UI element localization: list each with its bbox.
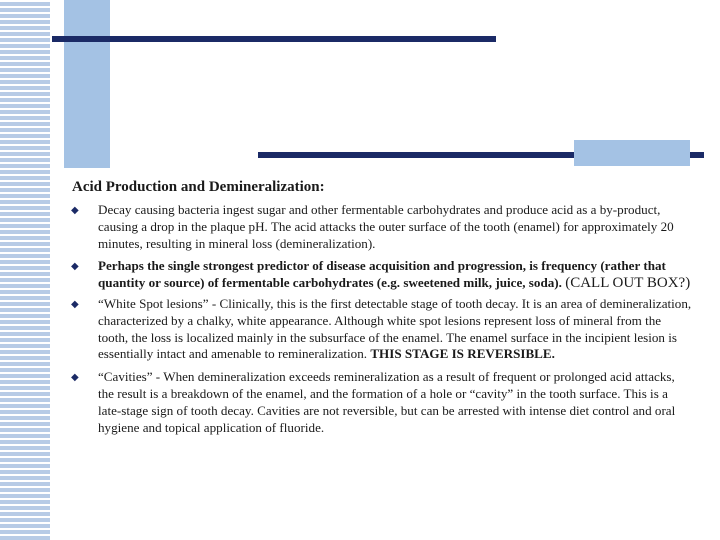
- bullet-item-frequency: [72, 258, 692, 292]
- bullet-list: [72, 202, 692, 436]
- decorative-stripes: [0, 0, 50, 540]
- bullet-text: “Cavities” - When demineralization exceeds remineralization as a result of frequent or prolonged acid attacks, the result is a breakdown of the enamel, and the formation of a hole or “cavity” in the tooth surface. This is a late-stage sign of tooth decay. Cavities are not reversible, but can be arrested with intense diet control and oral hygiene and topical application of fluoride.: [98, 369, 676, 435]
- slide-title: Acid Production and Demineralization:: [72, 179, 325, 195]
- reversible-emphasis: THIS STAGE IS REVERSIBLE.: [370, 346, 555, 362]
- callout-note: (CALL OUT BOX?): [565, 275, 691, 292]
- decorative-title-block: [574, 140, 690, 166]
- bullet-item-cavities: [72, 369, 692, 436]
- diamond-bullet-icon: ◆: [71, 372, 79, 384]
- diamond-bullet-icon: ◆: [71, 205, 79, 216]
- decorative-top-bar: [52, 36, 496, 42]
- bullet-text: Perhaps the single strongest predictor of disease acquisition and progression, is frequency (rather that quantity or source) of fermentable carbohydrates (e.g. sweetened milk, juice, soda).: [98, 258, 666, 291]
- bullet-item-white-spot: [72, 296, 692, 363]
- bullet-text: Decay causing bacteria ingest sugar and other fermentable carbohydrates and produce acid as a by-product, causing a drop in the plaque pH. The acid attacks the outer surface of the tooth (enamel) for approximately 20 minutes, resulting in mineral loss (demineralization).: [98, 202, 674, 251]
- bullet-item-demineralization: [72, 202, 692, 252]
- diamond-bullet-icon: ◆: [71, 298, 79, 310]
- decorative-top-block: [64, 0, 110, 168]
- bullet-text: “White Spot lesions” - Clinically, this is the first detectable stage of tooth decay. It is an area of demineralization, characterized by a chalky, white appearance. Although white spot lesions represent loss of mineral from the tooth, the loss is localized mainly in the subsurface of the enamel. The enamel surface in the incipient lesion is essentially intact and amenable to remineralization.: [98, 295, 692, 362]
- diamond-bullet-icon: ◆: [71, 261, 79, 273]
